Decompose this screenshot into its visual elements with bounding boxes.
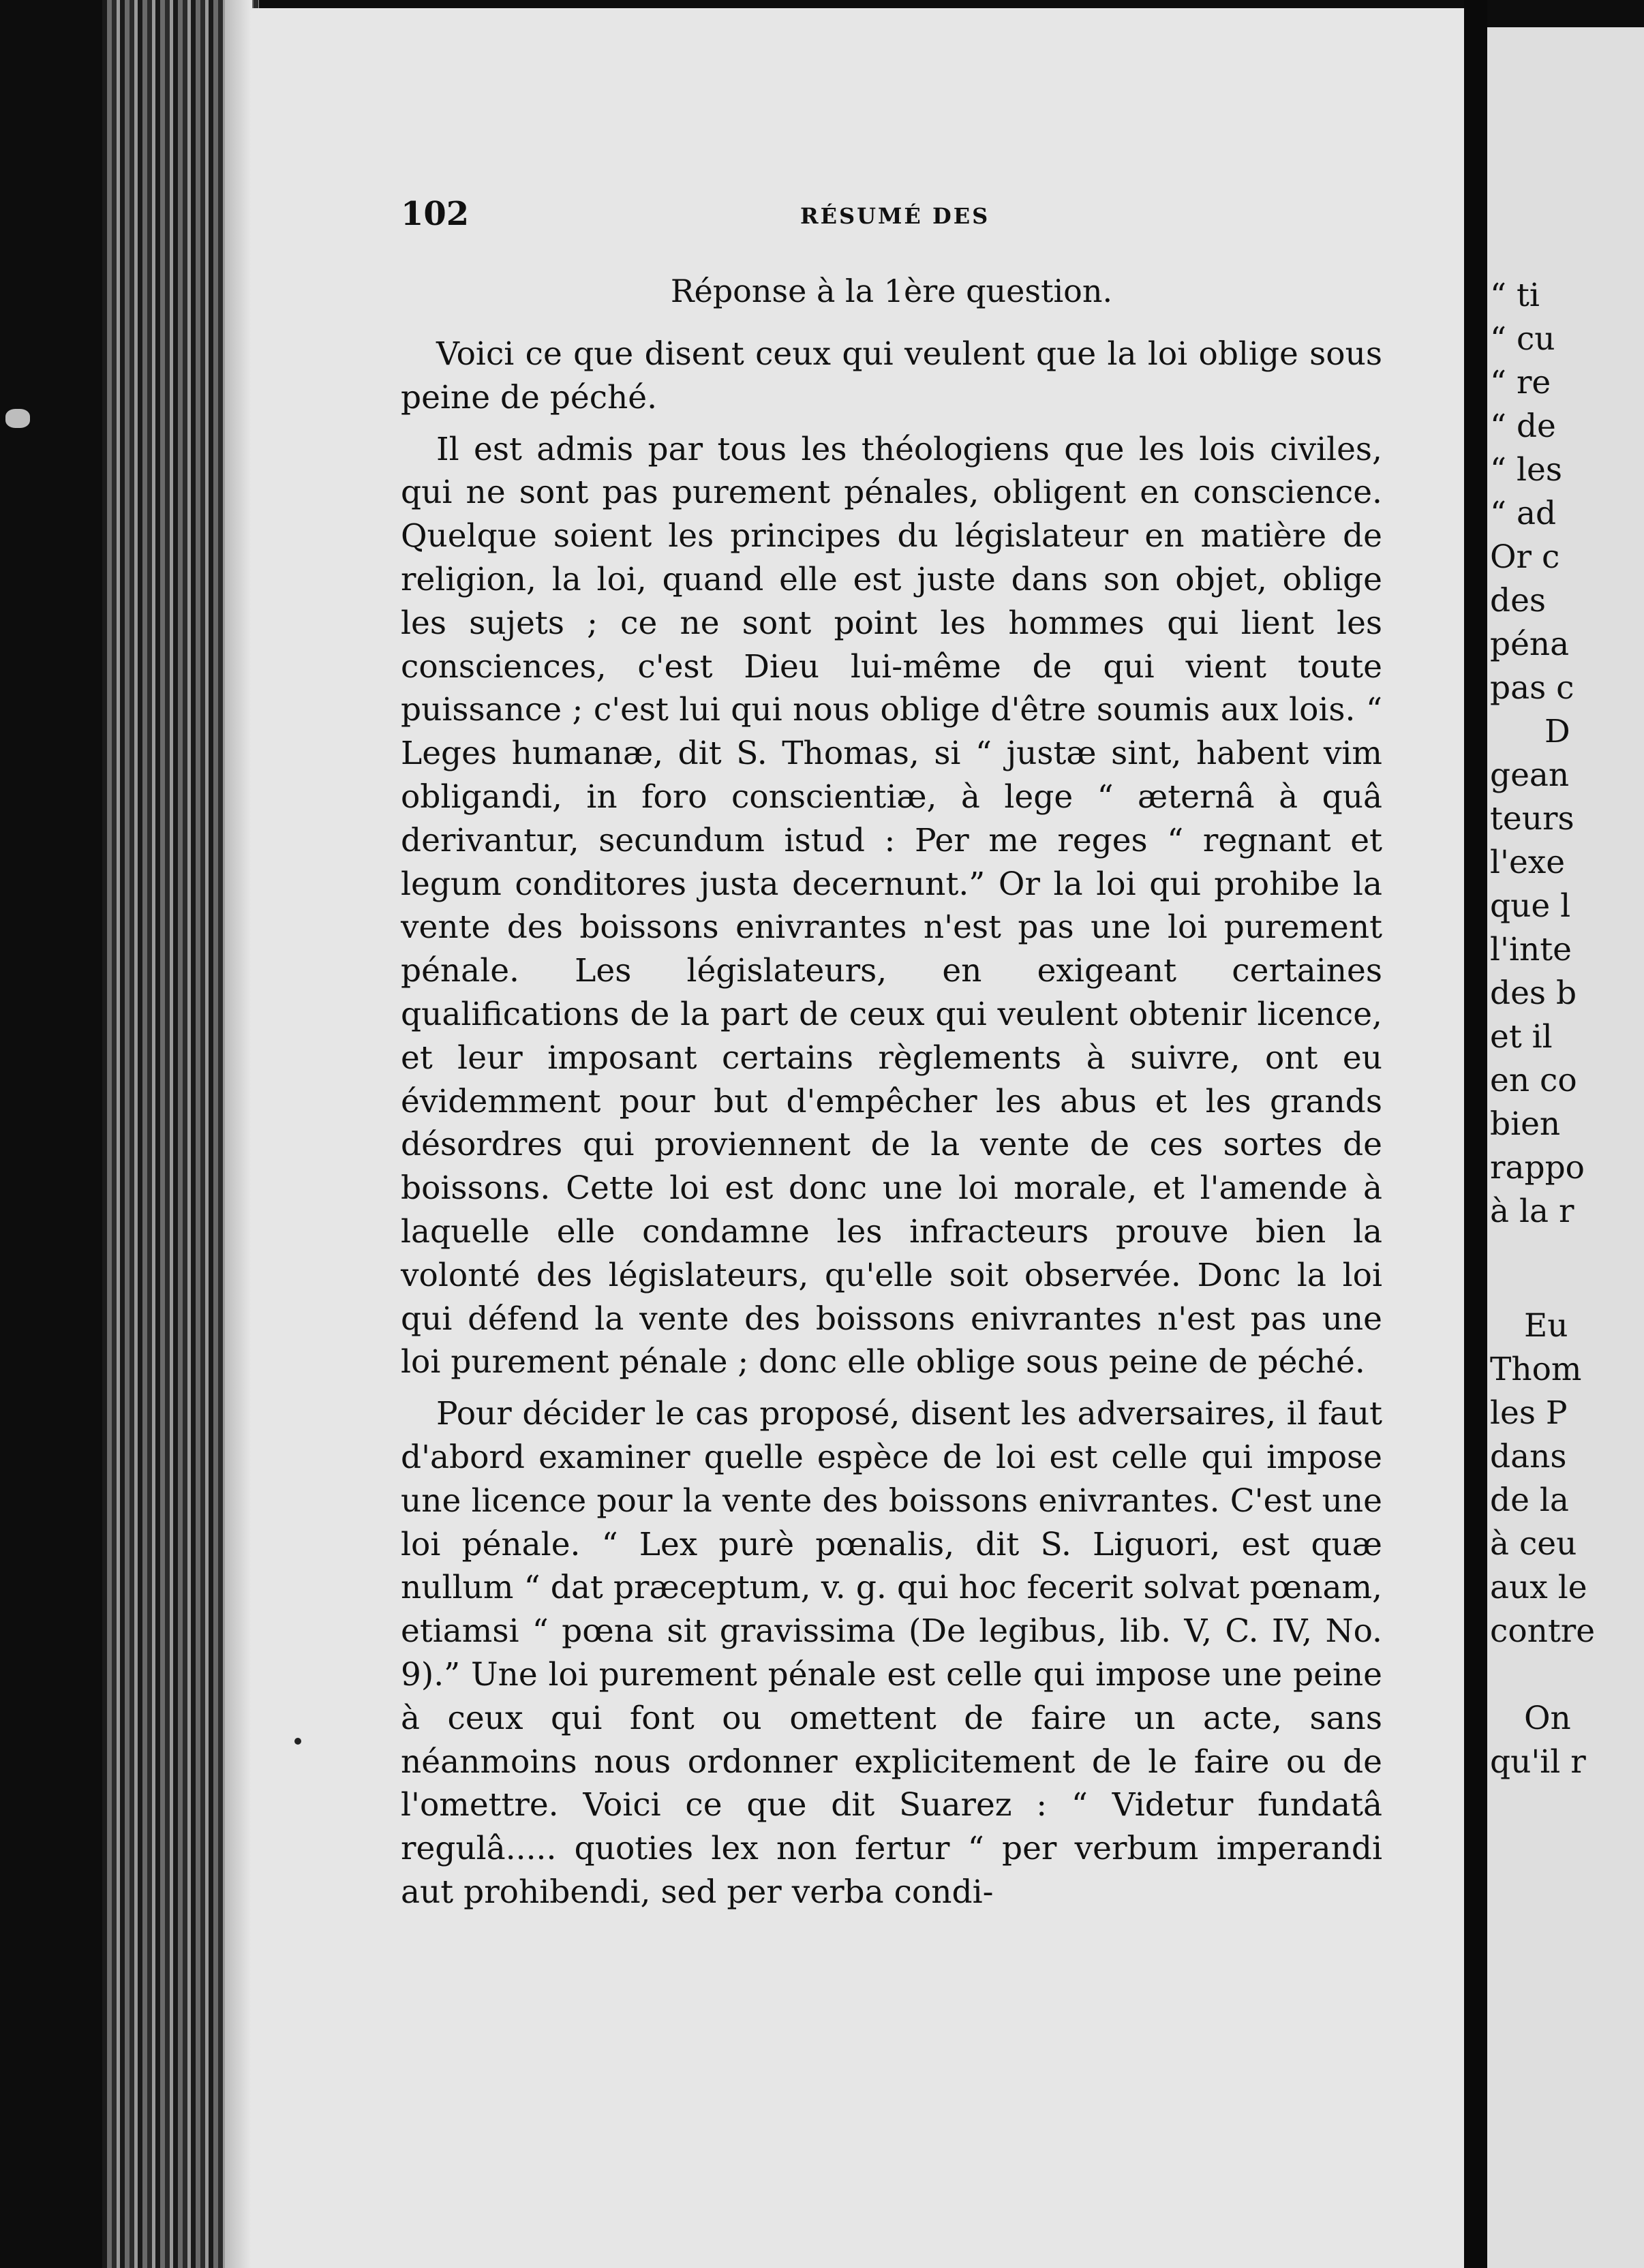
running-head: RÉSUMÉ DES bbox=[800, 203, 990, 229]
facing-line: pas c bbox=[1490, 669, 1574, 707]
paragraph-1: Voici ce que disent ceux qui veulent que la loi oblige sous peine de péché. bbox=[401, 335, 1382, 416]
facing-line: Eu bbox=[1524, 1307, 1568, 1345]
facing-line: que l bbox=[1490, 887, 1571, 925]
facing-line: les P bbox=[1490, 1394, 1568, 1432]
facing-line: l'exe bbox=[1490, 844, 1566, 881]
page-edge-highlight bbox=[225, 0, 252, 2268]
facing-line: “ cu bbox=[1490, 320, 1555, 358]
facing-line: de la bbox=[1490, 1482, 1569, 1519]
facing-line: D bbox=[1544, 713, 1570, 750]
paragraph-3: Pour décider le cas proposé, disent les adversaires, il faut d'abord examiner quelle espèce de loi est celle qui impose une licence pour la vente des boissons enivrantes. C'est une loi pénale. “ Lex purè pœnalis, dit S. Liguori, est quæ nullum “ dat præceptum, v. g. qui hoc fecerit solvat pœnam, etiamsi “ pœna sit gravissima (De legibus, lib. V, C. IV, No. 9).” Une loi purement pénale est celle qui impose une peine à ceux qui font ou omettent de faire un acte, sans néanmoins nous ordonner explicitement de le faire ou de l'omettre. Voici ce que dit Suarez : “ Videtur fundatâ regulâ..... quoties lex non fertur “ per verbum imperandi aut prohibendi, sed per verba condi- bbox=[401, 1395, 1382, 1911]
section-heading: Réponse à la 1ère question. bbox=[670, 273, 1113, 309]
facing-page bbox=[1487, 27, 1644, 2268]
facing-line: dans bbox=[1490, 1438, 1567, 1475]
facing-line: On bbox=[1524, 1700, 1571, 1737]
background-speck bbox=[5, 409, 30, 428]
facing-line: péna bbox=[1490, 626, 1570, 663]
facing-line: bien bbox=[1490, 1105, 1561, 1143]
ink-speck bbox=[294, 1738, 301, 1745]
facing-line: “ ti bbox=[1490, 277, 1540, 314]
paragraph-2: Il est admis par tous les théologiens que les lois civiles, qui ne sont pas purement pénales, obligent en conscience. Quelque soient les principes du législateur en matière de religion, la loi, quand elle est juste dans son objet, oblige les sujets ; ce ne sont point les hommes qui lient les consciences, c'est Dieu lui-même de qui vient toute puissance ; c'est lui qui nous oblige d'être soumis aux lois. “ Leges humanæ, dit S. Thomas, si “ justæ sint, habent vim obligandi, in foro conscientiæ, à lege “ æternâ à quâ derivantur, secundum istud : Per me reges “ regnant et legum conditores justa decernunt.” Or la loi qui prohibe la vente des boissons enivrantes n'est pas une loi purement pénale. Les législateurs, en exigeant certaines qualifications de la part de ceux qui veulent obtenir licence, et leur imposant certains règlements à suivre, ont eu évidemment pour but d'empêcher les abus et les grands désordres qui proviennent de la vente de ces sortes de boissons. Cette loi est donc une loi morale, et l'amende à laquelle elle condamne les infracteurs prouve bien la volonté des législateurs, qu'elle soit observée. Donc la loi qui défend la vente des boissons enivrantes n'est pas une loi purement pénale ; donc elle oblige sous peine de péché. bbox=[401, 430, 1382, 1381]
page-header bbox=[401, 195, 1382, 243]
facing-line: gean bbox=[1490, 756, 1570, 794]
page-number: 102 bbox=[401, 195, 470, 233]
facing-line: à ceu bbox=[1490, 1525, 1577, 1563]
facing-line: des b bbox=[1490, 975, 1577, 1012]
facing-line: aux le bbox=[1490, 1569, 1587, 1606]
facing-line: “ de bbox=[1490, 408, 1556, 445]
facing-line: rappo bbox=[1490, 1149, 1585, 1186]
facing-line: “ les bbox=[1490, 451, 1562, 489]
facing-line: des bbox=[1490, 582, 1547, 619]
facing-line: contre bbox=[1490, 1612, 1596, 1650]
facing-line: l'inte bbox=[1490, 931, 1572, 968]
book-gutter bbox=[1464, 0, 1487, 2268]
facing-line: à la r bbox=[1490, 1193, 1574, 1230]
facing-line: Or c bbox=[1490, 538, 1560, 576]
facing-line: teurs bbox=[1490, 800, 1574, 838]
body-text bbox=[401, 333, 1382, 1914]
facing-page-text bbox=[1490, 274, 1644, 1784]
facing-line: “ ad bbox=[1490, 495, 1557, 532]
facing-line: Thom bbox=[1490, 1351, 1582, 1388]
facing-line: en co bbox=[1490, 1062, 1577, 1099]
facing-line: “ re bbox=[1490, 364, 1551, 401]
facing-line: et il bbox=[1490, 1018, 1553, 1056]
facing-line: qu'il r bbox=[1490, 1743, 1586, 1781]
